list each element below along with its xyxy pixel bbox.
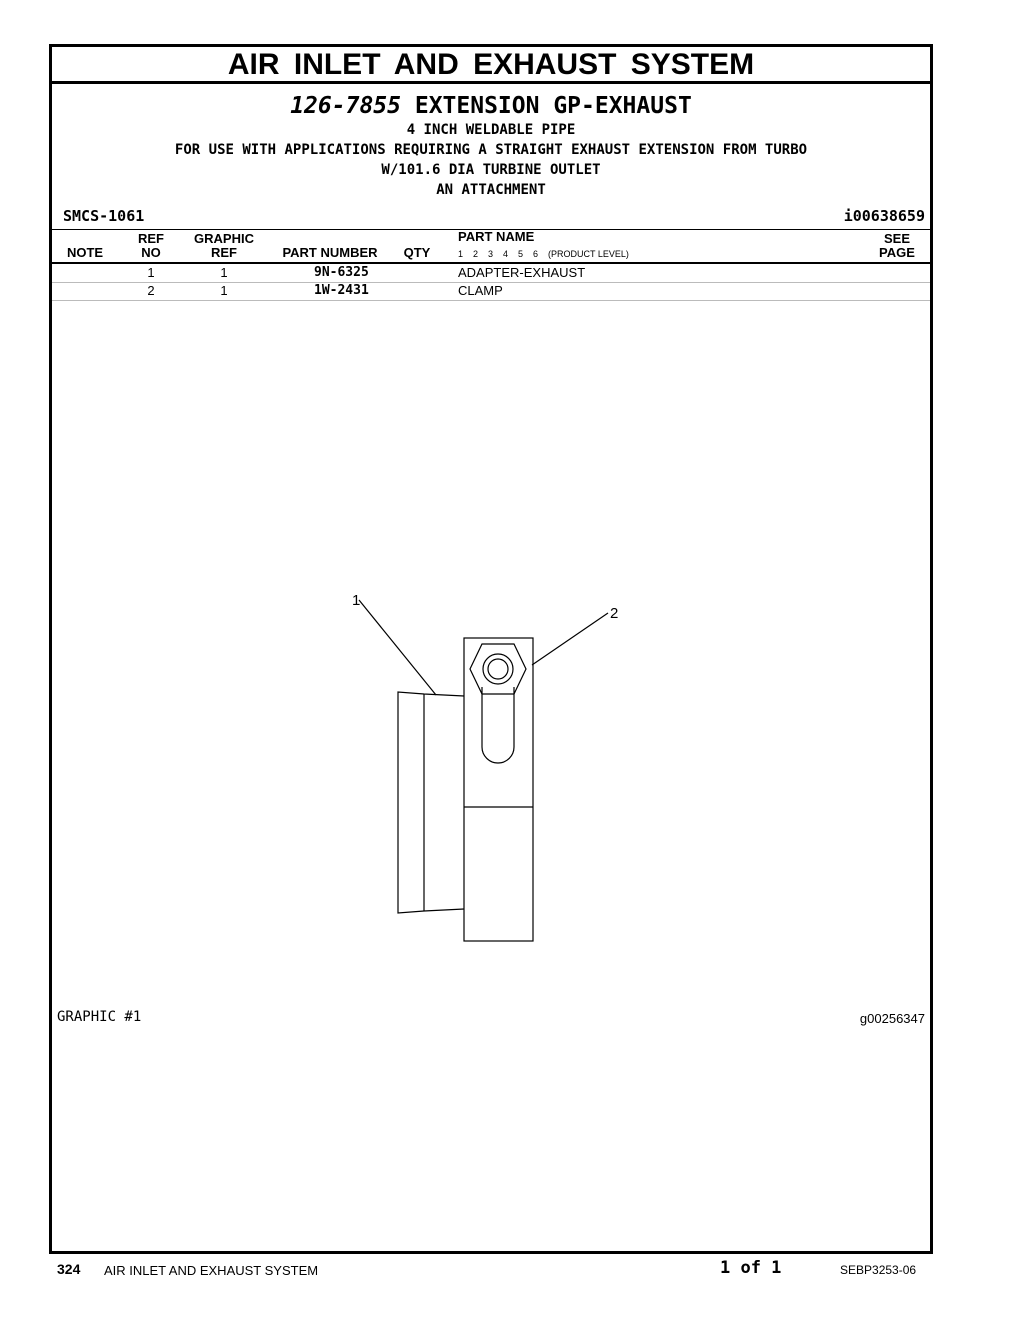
col-product-level: 1 2 3 4 5 6 (PRODUCT LEVEL) <box>458 249 629 259</box>
graphic-ref: 1 <box>220 265 228 280</box>
leader-line-2 <box>532 613 608 665</box>
clamp-slot <box>482 687 514 763</box>
col-see-top: SEE <box>883 231 910 246</box>
group-name: EXTENSION GP-EXHAUST <box>414 93 692 119</box>
section-title: AIR INLET AND EXHAUST SYSTEM <box>52 47 930 84</box>
adapter-outline <box>398 692 464 913</box>
group-number: 126-7855 <box>290 93 401 119</box>
ref-no: 2 <box>147 283 155 298</box>
hex-nut <box>470 644 526 694</box>
page-frame <box>49 44 933 1254</box>
ref-no: 1 <box>147 265 155 280</box>
description-line: AN ATTACHMENT <box>436 182 546 198</box>
description-line: FOR USE WITH APPLICATIONS REQUIRING A STRAIGHT EXHAUST EXTENSION FROM TURBO <box>174 142 808 158</box>
col-note: NOTE <box>66 245 104 260</box>
parts-illustration <box>52 47 930 1251</box>
col-graphic-top: GRAPHIC <box>194 231 254 246</box>
graphic-label: GRAPHIC #1 <box>57 1009 142 1025</box>
footer-page-count: 1 of 1 <box>720 1258 782 1278</box>
part-name: ADAPTER-EXHAUST <box>458 265 586 280</box>
description-line: W/101.6 DIA TURBINE OUTLET <box>381 162 601 178</box>
callout-1: 1 <box>352 592 361 609</box>
callout-2: 2 <box>610 605 619 622</box>
col-qty: QTY <box>403 245 431 260</box>
col-see-bottom: PAGE <box>879 245 915 260</box>
footer-page-number: 324 <box>57 1261 81 1277</box>
leader-line-1 <box>359 600 436 695</box>
col-ref-top: REF <box>138 231 164 246</box>
graphic-ref: 1 <box>220 283 228 298</box>
part-name: CLAMP <box>458 283 503 298</box>
footer-doc-id: SEBP3253-06 <box>840 1263 917 1277</box>
col-part-number: PART NUMBER <box>282 245 378 260</box>
part-number[interactable]: 9N-6325 <box>314 265 369 280</box>
graphic-id: g00256347 <box>859 1011 925 1026</box>
col-part-name: PART NAME <box>458 229 535 244</box>
smcs-code: SMCS-1061 <box>63 207 145 225</box>
part-number[interactable]: 1W-2431 <box>314 283 369 298</box>
nut-bolt <box>488 659 508 679</box>
col-graphic-bottom: REF <box>211 245 237 260</box>
footer-title: AIR INLET AND EXHAUST SYSTEM <box>104 1263 319 1278</box>
description-line: 4 INCH WELDABLE PIPE <box>406 122 576 138</box>
col-ref-bottom: NO <box>141 245 161 260</box>
illustration-id: i00638659 <box>843 207 925 225</box>
